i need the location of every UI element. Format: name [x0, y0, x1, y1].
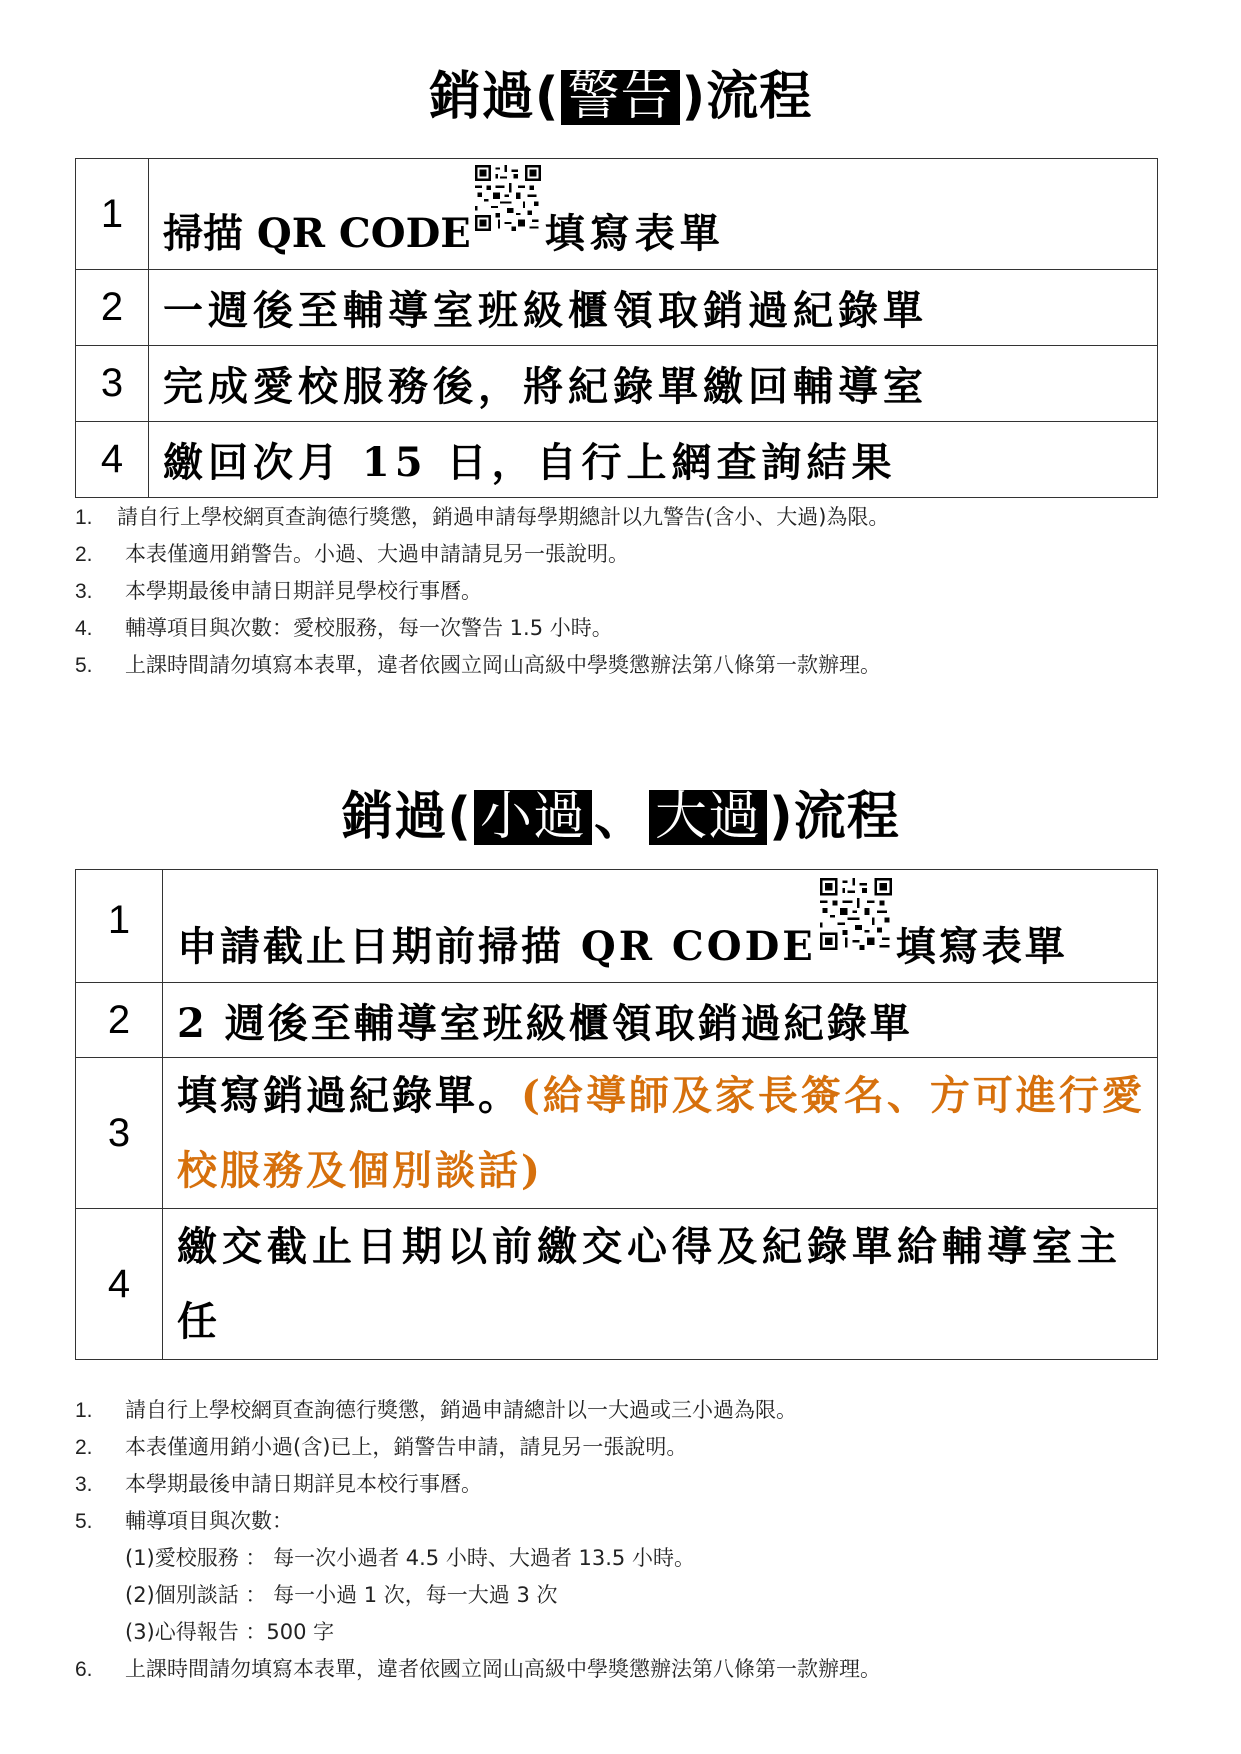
note-text: 本學期最後申請日期詳見學校行事曆。 — [125, 579, 482, 603]
step-highlight-text: (給導師及家長簽名、方可進行愛校服務及個別談話) — [177, 1072, 1145, 1194]
step-number: 1 — [76, 159, 149, 270]
major-offense-stamp: 大過 — [649, 790, 767, 845]
step-number: 2 — [76, 270, 149, 346]
list-item — [75, 647, 889, 684]
table-row — [76, 983, 1158, 1058]
step-number: 2 — [76, 983, 163, 1058]
note-number: 3. — [75, 1473, 93, 1496]
table-row — [76, 159, 1158, 270]
step-text-part: 填寫表單 — [544, 210, 725, 257]
step-text-part: 填寫表單 — [895, 923, 1068, 970]
step-text: 繳交截止日期以前繳交心得及紀錄單給輔導室主任 — [163, 1209, 1158, 1360]
step-text-part: 掃描 QR CODE — [163, 210, 471, 257]
step-text: 繳回次月 15 日，自行上網查詢結果 — [149, 422, 1158, 498]
list-item — [75, 1466, 881, 1503]
section1-title — [0, 62, 1241, 132]
note-number: 1. — [75, 506, 93, 529]
step-text-part: 申請截止日期前掃描 QR CODE — [177, 923, 816, 970]
step-number: 3 — [76, 346, 149, 422]
section2-title — [0, 782, 1241, 852]
note-sub-item: (2)個別談話 ： 每一小過 1 次，每一大過 3 次 — [125, 1583, 558, 1607]
note-number: 5. — [75, 1510, 93, 1533]
list-item — [75, 1651, 881, 1688]
note-number: 6. — [75, 1658, 93, 1681]
step-text: 2 週後至輔導室班級櫃領取銷過紀錄單 — [163, 983, 1158, 1058]
list-item — [75, 1429, 881, 1466]
note-number: 1. — [75, 1399, 93, 1422]
step-text — [163, 1058, 1158, 1209]
section2-notes — [75, 1392, 881, 1688]
note-number: 5. — [75, 654, 93, 677]
note-text: 上課時間請勿填寫本表單，違者依國立岡山高級中學獎懲辦法第八條第一款辦理。 — [125, 653, 881, 677]
note-text: 輔導項目與次數： — [125, 1509, 293, 1533]
note-text: 請自行上學校網頁查詢德行獎懲，銷過申請每學期總計以九警告(含小、大過)為限。 — [117, 505, 890, 529]
step-text: 一週後至輔導室班級櫃領取銷過紀錄單 — [149, 270, 1158, 346]
list-item — [75, 610, 889, 647]
title-separator: 、 — [593, 787, 647, 847]
list-item — [75, 499, 889, 536]
title-text: 銷過( — [428, 67, 560, 127]
note-sub-item: (3)心得報告 ：500 字 — [125, 1620, 335, 1644]
table-row — [76, 422, 1158, 498]
note-number: 3. — [75, 580, 93, 603]
title-text: )流程 — [681, 67, 813, 127]
section1-notes — [75, 499, 889, 684]
qr-code-icon — [475, 165, 541, 231]
step-number: 3 — [76, 1058, 163, 1209]
note-text: 本表僅適用銷小過(含)已上，銷警告申請，請見另一張說明。 — [125, 1435, 688, 1459]
list-item — [75, 573, 889, 610]
title-text: 銷過( — [341, 787, 472, 847]
note-text: 本表僅適用銷警告。小過、大過申請請見另一張說明。 — [125, 542, 629, 566]
step-text: 完成愛校服務後，將紀錄單繳回輔導室 — [149, 346, 1158, 422]
note-sub-item: (1)愛校服務 ： 每一次小過者 4.5 小時、大過者 13.5 小時。 — [125, 1546, 695, 1570]
step-number: 1 — [76, 870, 163, 983]
note-text: 輔導項目與次數：愛校服務，每一次警告 1.5 小時。 — [125, 616, 613, 640]
note-text: 請自行上學校網頁查詢德行獎懲，銷過申請總計以一大過或三小過為限。 — [125, 1398, 797, 1422]
list-item — [75, 1503, 881, 1651]
list-item — [75, 1392, 881, 1429]
qr-code-icon — [820, 878, 892, 950]
step-text — [149, 159, 1158, 270]
list-item — [75, 536, 889, 573]
step-number: 4 — [76, 422, 149, 498]
section1-steps-table — [75, 158, 1158, 498]
step-text-part: 填寫銷過紀錄單。 — [177, 1072, 521, 1119]
note-text: 本學期最後申請日期詳見本校行事曆。 — [125, 1472, 482, 1496]
step-number: 4 — [76, 1209, 163, 1360]
table-row — [76, 1058, 1158, 1209]
minor-offense-stamp: 小過 — [474, 790, 592, 845]
warning-stamp: 警告 — [561, 70, 679, 125]
note-number: 2. — [75, 543, 93, 566]
note-number: 4. — [75, 617, 93, 640]
step-text — [163, 870, 1158, 983]
table-row — [76, 870, 1158, 983]
table-row — [76, 1209, 1158, 1360]
note-number: 2. — [75, 1436, 93, 1459]
section2-steps-table — [75, 869, 1158, 1360]
note-text: 上課時間請勿填寫本表單，違者依國立岡山高級中學獎懲辦法第八條第一款辦理。 — [125, 1657, 881, 1681]
table-row — [76, 346, 1158, 422]
table-row — [76, 270, 1158, 346]
title-text: )流程 — [769, 787, 900, 847]
